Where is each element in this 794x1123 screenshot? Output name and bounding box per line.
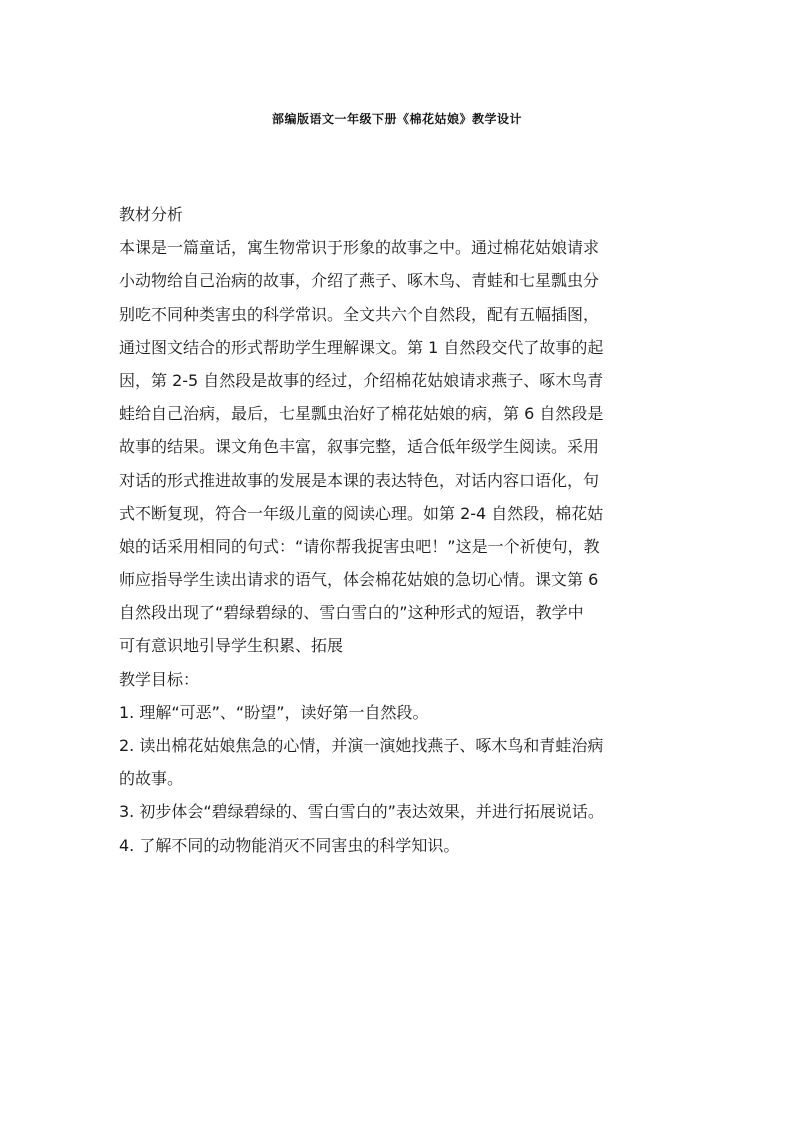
objective-item-4: 4. 了解不同的动物能消灭不同害虫的科学知识。 (119, 835, 460, 855)
paragraph-line: 娘的话采用相同的句式：“请你帮我捉害虫吧！”这是一个祈使句，教 (119, 536, 600, 556)
paragraph-line: 可有意识地引导学生积累、拓展 (119, 636, 344, 656)
paragraph-line: 蛙给自己治病，最后，七星瓢虫治好了棉花姑娘的病，第 6 自然段是 (119, 404, 604, 424)
section-heading-analysis: 教材分析 (119, 205, 184, 224)
paragraph-line: 对话的形式推进故事的发展是本课的表达特色，对话内容口语化，句 (119, 470, 600, 490)
paragraph-line: 故事的结果。课文角色丰富，叙事完整，适合低年级学生阅读。采用 (119, 437, 600, 457)
document-title: 部编版语文一年级下册《棉花姑娘》教学设计 (271, 112, 522, 126)
objective-item-3: 3. 初步体会“碧绿碧绿的、雪白雪白的”表达效果，并进行拓展说话。 (119, 802, 604, 822)
objective-item-1: 1. 理解“可恶”、“盼望”，读好第一自然段。 (119, 702, 429, 722)
paragraph-line: 通过图文结合的形式帮助学生理解课文。第 1 自然段交代了故事的起 (119, 337, 604, 357)
paragraph-line: 本课是一篇童话，寓生物常识于形象的故事之中。通过棉花姑娘请求 (119, 238, 600, 258)
paragraph-line: 式不断复现，符合一年级儿童的阅读心理。如第 2-4 自然段，棉花姑 (119, 503, 604, 523)
paragraph-line: 小动物给自己治病的故事，介绍了燕子、啄木鸟、青蛙和七星瓢虫分 (119, 271, 600, 291)
paragraph-line: 自然段出现了“碧绿碧绿的、雪白雪白的”这种形式的短语，教学中 (119, 603, 584, 623)
paragraph-line: 别吃不同种类害虫的科学常识。全文共六个自然段，配有五幅插图， (119, 304, 600, 324)
paragraph-line: 因，第 2-5 自然段是故事的经过，介绍棉花姑娘请求燕子、啄木鸟青 (119, 370, 604, 390)
objective-item-2: 2. 读出棉花姑娘焦急的心情，并演一演她找燕子、啄木鸟和青蛙治病 (119, 736, 604, 755)
objective-item-2-continued: 的故事。 (119, 769, 184, 789)
paragraph-line: 师应指导学生读出请求的语气，体会棉花姑娘的急切心情。课文第 6 (119, 570, 599, 590)
section-heading-objectives: 教学目标： (119, 669, 200, 689)
document-body (119, 198, 686, 862)
